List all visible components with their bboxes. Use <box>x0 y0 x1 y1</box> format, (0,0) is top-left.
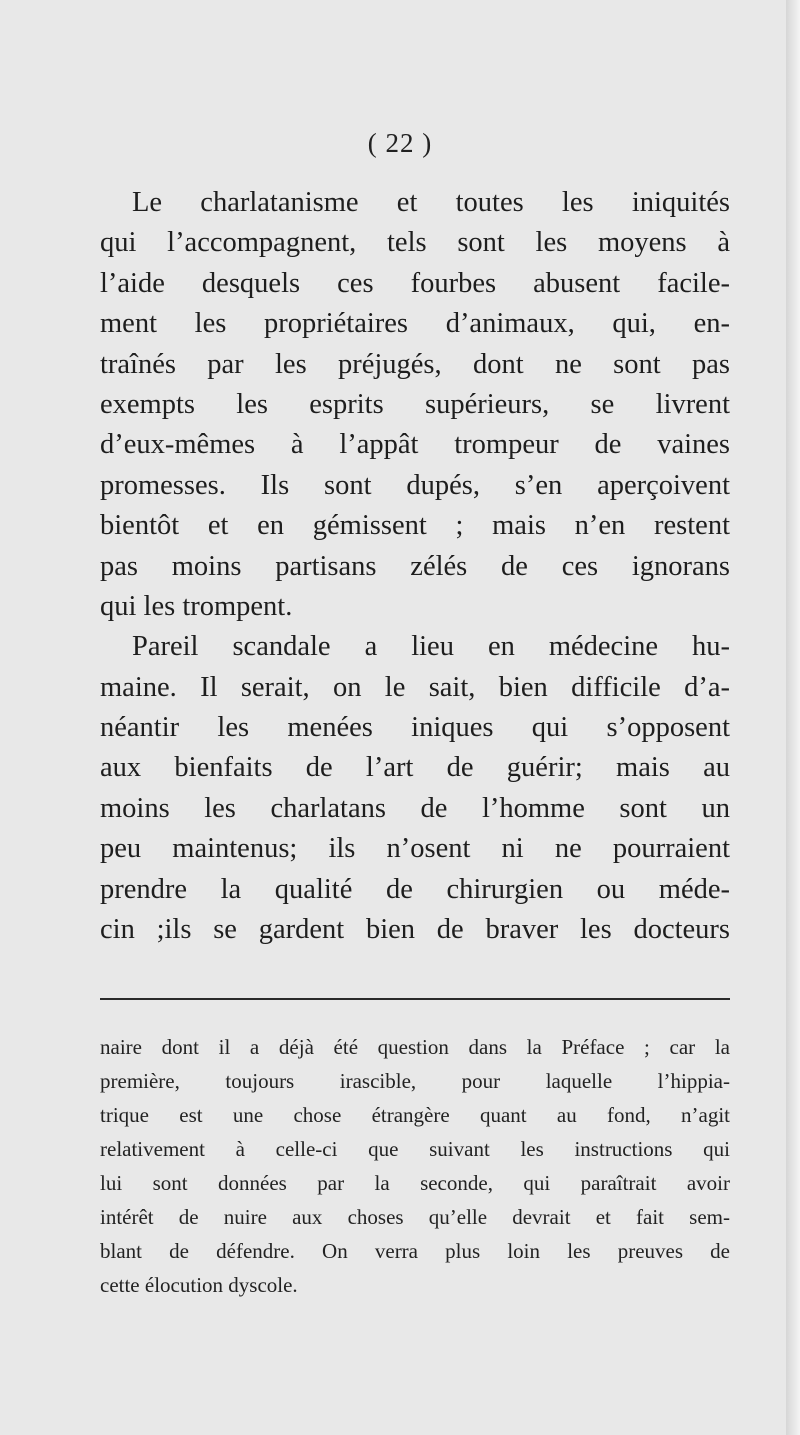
text-line: peu maintenus; ils n’osent ni ne pourraient <box>100 833 730 865</box>
text-line: aux bienfaits de l’art de guérir; mais au <box>100 752 730 784</box>
text-line: prendre la qualité de chirurgien ou méde- <box>100 873 730 905</box>
footnote-line: cette élocution dyscole. <box>100 1273 298 1297</box>
text-line: ment les propriétaires d’animaux, qui, en- <box>100 308 730 340</box>
footnote-line: trique est une chose étrangère quant au fond, n’agit <box>100 1103 730 1127</box>
footnote-line: relativement à celle-ci que suivant les instructions qui <box>100 1137 730 1161</box>
text-line: pas moins partisans zélés de ces ignorans <box>100 550 730 582</box>
page-number: ( 22 ) <box>367 128 433 158</box>
text-line: Le charlatanisme et toutes les iniquités <box>132 187 730 218</box>
footnote-line: naire dont il a déjà été question dans la Préface ; car la <box>100 1035 730 1059</box>
text-line: cin ;ils se gardent bien de braver les docteurs <box>100 914 730 946</box>
footnote-line: lui sont données par la seconde, qui paraîtrait avoir <box>100 1171 730 1195</box>
text-line: qui les trompent. <box>100 590 293 622</box>
main-text-block <box>100 183 730 950</box>
footnote-line: première, toujours irascible, pour laquelle l’hippia- <box>100 1069 730 1093</box>
footnote-line: intérêt de nuire aux choses qu’elle devrait et fait sem- <box>100 1205 730 1229</box>
text-line: néantir les menées iniques qui s’opposent <box>100 712 730 744</box>
text-line: exempts les esprits supérieurs, se livrent <box>100 388 730 420</box>
page-edge-shadow <box>786 0 800 1435</box>
text-line: bientôt et en gémissent ; mais n’en restent <box>100 510 730 542</box>
text-line: moins les charlatans de l’homme sont un <box>100 792 730 824</box>
text-line: traînés par les préjugés, dont ne sont pas <box>100 348 730 380</box>
footnote-block <box>100 1030 730 1302</box>
text-line: qui l’accompagnent, tels sont les moyens à <box>100 227 730 259</box>
text-line: promesses. Ils sont dupés, s’en aperçoivent <box>100 469 730 501</box>
text-line: d’eux-mêmes à l’appât trompeur de vaines <box>100 429 730 461</box>
text-line: l’aide desquels ces fourbes abusent facile- <box>100 267 730 299</box>
footnote-rule <box>100 998 730 1000</box>
footnote-line: blant de défendre. On verra plus loin les preuves de <box>100 1239 730 1263</box>
text-line: maine. Il serait, on le sait, bien difficile d’a- <box>100 671 730 703</box>
text-line: Pareil scandale a lieu en médecine hu- <box>132 631 730 663</box>
